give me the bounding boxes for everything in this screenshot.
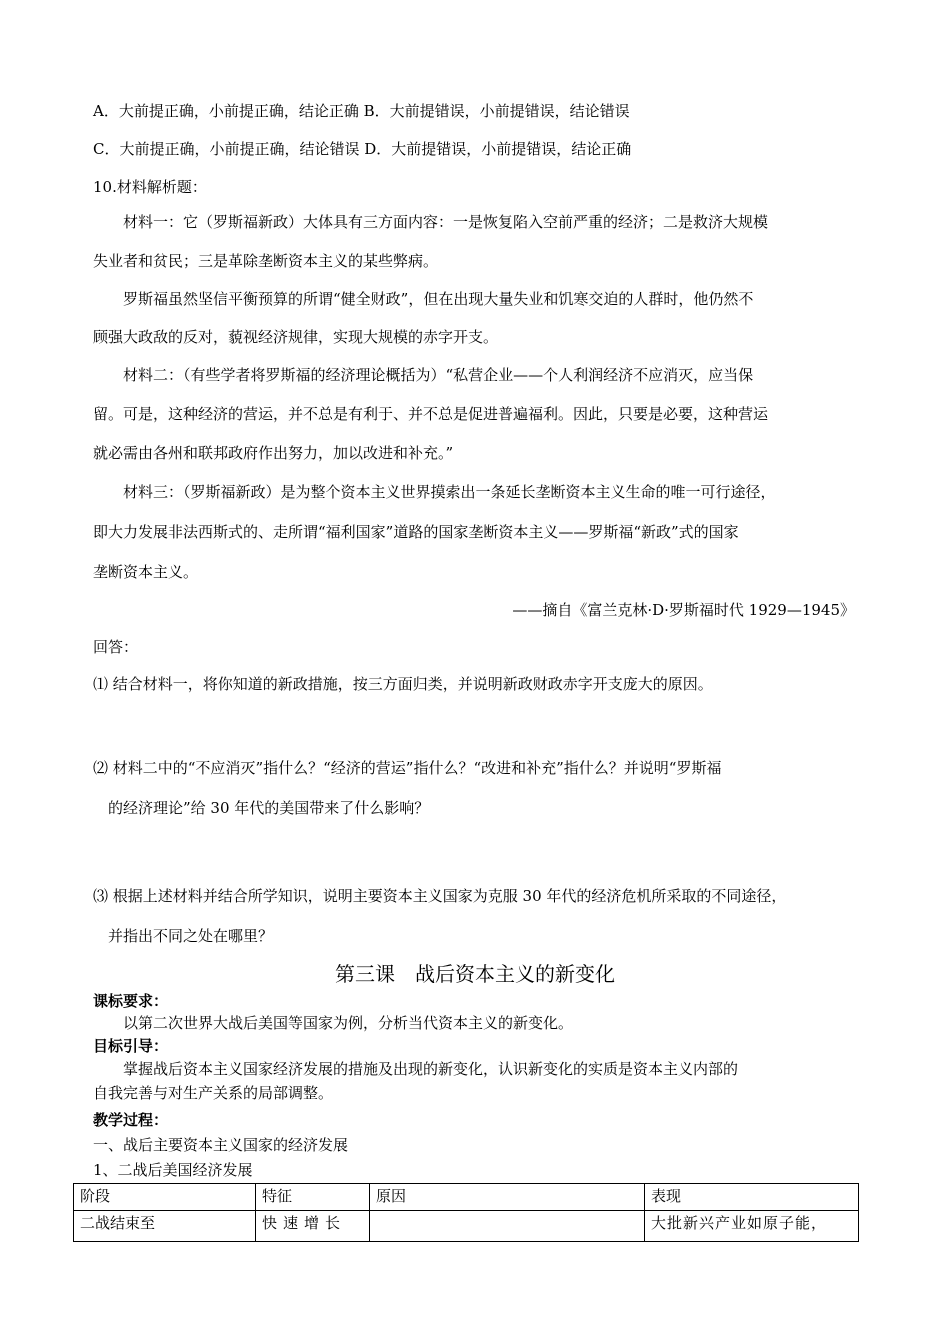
table-cell: 二战结束至 <box>74 1211 256 1242</box>
requirement-label: 课标要求： <box>93 992 169 1010</box>
question-3-line-2: 并指出不同之处在哪里？ <box>108 927 274 945</box>
options-cd: C．大前提正确，小前提正确，结论错误 D．大前提错误，小前提错误，结论正确 <box>93 140 632 158</box>
table-cell: 大批新兴产业如原子能， <box>645 1211 859 1242</box>
table-header-cell: 特征 <box>256 1184 370 1211</box>
question-3-line-1: ⑶ 根据上述材料并结合所学知识，说明主要资本主义国家为克服 30 年代的经济危机所采取的不同途径， <box>93 887 787 905</box>
question-1: ⑴ 结合材料一，将你知道的新政措施，按三方面归类，并说明新政财政赤字开支庞大的原因。 <box>93 675 713 693</box>
goal-line-1: 掌握战后资本主义国家经济发展的措施及出现的新变化，认识新变化的实质是资本主义内部的 <box>123 1060 739 1078</box>
q10-heading: 10.材料解析题： <box>93 178 207 196</box>
material-2-line-2: 留。可是，这种经济的营运，并不总是有利于、并不总是促进普遍福利。因此，只要是必要，这种营运 <box>93 405 769 423</box>
material-2-line-1: 材料二：（有些学者将罗斯福的经济理论概括为）“私营企业——个人利润经济不应消灭，应当保 <box>123 366 754 384</box>
table-cell <box>370 1211 645 1242</box>
material-3-line-3: 垄断资本主义。 <box>93 563 199 581</box>
material-1-line-1: 材料一：它（罗斯福新政）大体具有三方面内容：一是恢复陷入空前严重的经济；二是救济大规模 <box>123 213 769 231</box>
question-2-line-2: 的经济理论”给 30 年代的美国带来了什么影响？ <box>108 799 430 817</box>
subsection-heading: 1、二战后美国经济发展 <box>93 1161 253 1179</box>
process-label: 教学过程： <box>93 1111 169 1129</box>
question-2-line-1: ⑵ 材料二中的“不应消灭”指什么？“经济的营运”指什么？“改进和补充”指什么？并说明“罗斯福 <box>93 759 722 777</box>
table-header-row <box>74 1184 859 1211</box>
table-header-cell: 原因 <box>370 1184 645 1211</box>
source-citation: ——摘自《富兰克林·D·罗斯福时代 1929—1945》 <box>512 601 855 619</box>
table-cell: 快速增长 <box>256 1211 370 1242</box>
material-3-line-2: 即大力发展非法西斯式的、走所谓“福利国家”道路的国家垄断资本主义——罗斯福“新政”式的国家 <box>93 523 739 541</box>
lesson-title: 第三课 战后资本主义的新变化 <box>335 962 615 986</box>
section-heading: 一、战后主要资本主义国家的经济发展 <box>93 1136 349 1154</box>
table-header-cell: 表现 <box>645 1184 859 1211</box>
material-1b-line-1: 罗斯福虽然坚信平衡预算的所谓“健全财政”，但在出现大量失业和饥寒交迫的人群时，他仍然不 <box>123 290 754 308</box>
material-2-line-3: 就必需由各州和联邦政府作出努力，加以改进和补充。” <box>93 444 454 462</box>
table-header-cell: 阶段 <box>74 1184 256 1211</box>
table-row <box>74 1211 859 1242</box>
material-1b-line-2: 顾强大政敌的反对，藐视经济规律，实现大规模的赤字开支。 <box>93 328 499 346</box>
options-ab: A．大前提正确，小前提正确，结论正确 B．大前提错误，小前提错误，结论错误 <box>93 102 630 120</box>
us-economy-table <box>73 1183 859 1242</box>
requirement-text: 以第二次世界大战后美国等国家为例，分析当代资本主义的新变化。 <box>123 1014 574 1032</box>
goal-label: 目标引导： <box>93 1037 169 1055</box>
answer-label: 回答： <box>93 638 139 656</box>
material-1-line-2: 失业者和贫民；三是革除垄断资本主义的某些弊病。 <box>93 252 439 270</box>
material-3-line-1: 材料三：（罗斯福新政）是为整个资本主义世界摸索出一条延长垄断资本主义生命的唯一可行途径， <box>123 483 776 501</box>
goal-line-2: 自我完善与对生产关系的局部调整。 <box>93 1084 334 1102</box>
